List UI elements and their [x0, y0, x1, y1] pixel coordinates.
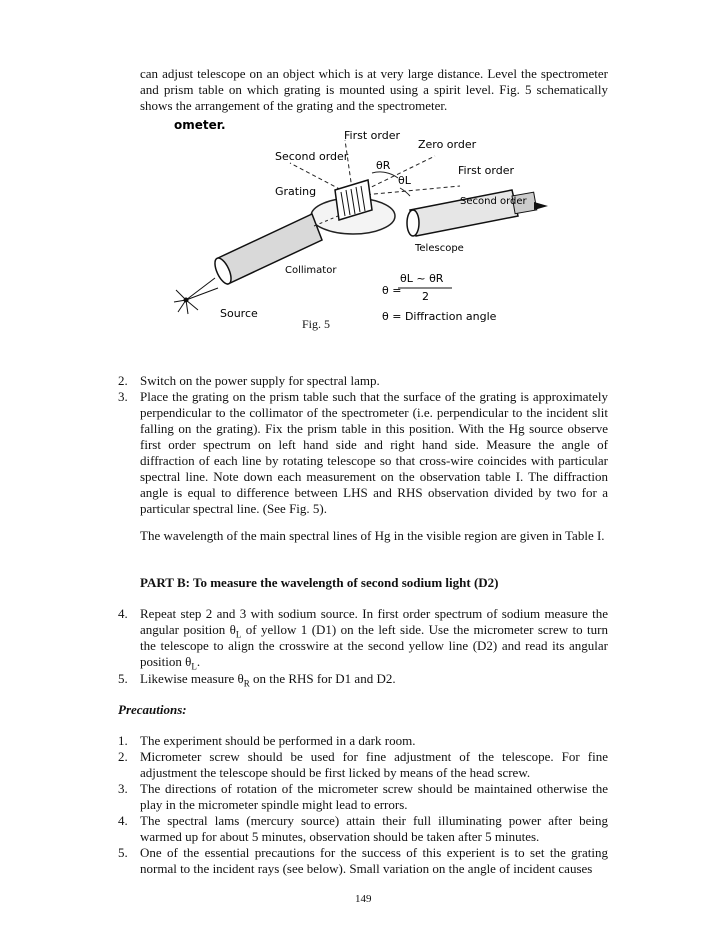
- fig-partial-label: ometer.: [174, 118, 226, 132]
- label-telescope: Telescope: [415, 243, 464, 254]
- label-zero-order: Zero order: [418, 138, 477, 151]
- precaution-4-text: The spectral lams (mercury source) attain their full illuminating power after being warmed up for about 5 minutes, observation should be taken after 5 minutes.: [140, 813, 608, 844]
- step-2-number: 2.: [118, 373, 128, 388]
- label-first-order-top: First order: [344, 129, 400, 142]
- step-3-number: 3.: [118, 389, 128, 404]
- source-icon: [174, 278, 218, 314]
- label-grating: Grating: [275, 185, 317, 198]
- page-number: 149: [355, 893, 372, 905]
- label-second-order-left: Second order: [275, 150, 349, 163]
- formula-definition: θ = Diffraction angle: [382, 310, 497, 323]
- precaution-4-number: 4.: [118, 813, 128, 828]
- formula-numerator: θL ~ θR: [400, 272, 444, 285]
- step-4-number: 4.: [118, 606, 128, 621]
- label-theta-l: θL: [398, 174, 411, 187]
- precaution-5-number: 5.: [118, 845, 128, 860]
- precaution-3-text: The directions of rotation of the micrometer screw should be maintained otherwise the play in the micrometer spindle might lead to errors.: [140, 781, 608, 812]
- step-5-number: 5.: [118, 671, 128, 686]
- label-second-order-right: Second order: [460, 196, 527, 207]
- precaution-1-text: The experiment should be performed in a dark room.: [140, 733, 416, 748]
- precaution-1-number: 1.: [118, 733, 128, 748]
- step-4-text: Repeat step 2 and 3 with sodium source. In first order spectrum of sodium measure the angular position $\theta_L$ of yellow 1 (D1) on the left side. Use the micrometer screw to turn the telescope to align the crosswire at the second yellow line (D2) and read its angular position $\theta_L$.: [140, 606, 608, 672]
- step-3-text: Place the grating on the prism table such that the surface of the grating is approximately perpendicular to the collimator of the spectrometer (i.e. perpendicular to the incident slit falling on the grating). Fix the prism table in this position. With the Hg source observe first order spectrum on left hand side and right hand side. Measure the angle of diffraction of each line by rotating telescope so that cross-wire coincides with particular spectral line. Note down each measurement on the observation table I. The diffraction angle is equal to difference between LHS and RHS observation divided by two for a particular spectral line. (See Fig. 5).: [140, 389, 608, 516]
- figure-caption: Fig. 5: [302, 317, 331, 331]
- theta-l-arc: [400, 188, 410, 196]
- precaution-3-number: 3.: [118, 781, 128, 796]
- precaution-5-text: One of the essential precautions for the success of this experient is to set the grating normal to the incident rays (see below). Small variation on the angle of incident causes: [140, 845, 608, 876]
- part-b-title: PART B: To measure the wavelength of second sodium light (D2): [140, 575, 499, 590]
- precaution-2-number: 2.: [118, 749, 128, 764]
- figure-5-spectrometer-diagram: [160, 118, 560, 343]
- formula-lhs: θ =: [382, 284, 402, 297]
- step-2-text: Switch on the power supply for spectral lamp.: [140, 373, 380, 388]
- theta-r-arc: [372, 172, 398, 178]
- step-5-text: Likewise measure $\theta_R$ on the RHS for D1 and D2.: [140, 671, 396, 689]
- formula-denominator: 2: [422, 290, 429, 303]
- table-note: The wavelength of the main spectral lines of Hg in the visible region are given in Table I.: [140, 528, 605, 543]
- label-theta-r: θR: [376, 159, 391, 172]
- label-source: Source: [220, 307, 258, 320]
- precautions-title: Precautions:: [118, 702, 187, 717]
- precaution-2-text: Micrometer screw should be used for fine adjustment of the telescope. For fine adjustment the telescope should be first licked by means of the head screw.: [140, 749, 608, 780]
- label-first-order-right: First order: [458, 164, 514, 177]
- label-collimator: Collimator: [285, 265, 337, 276]
- intro-paragraph: can adjust telescope on an object which is at very large distance. Level the spectrometer and prism table on which grating is mounted using a spirit level. Fig. 5 schematically shows the arrangement of the grating and the spectrometer.: [140, 66, 608, 113]
